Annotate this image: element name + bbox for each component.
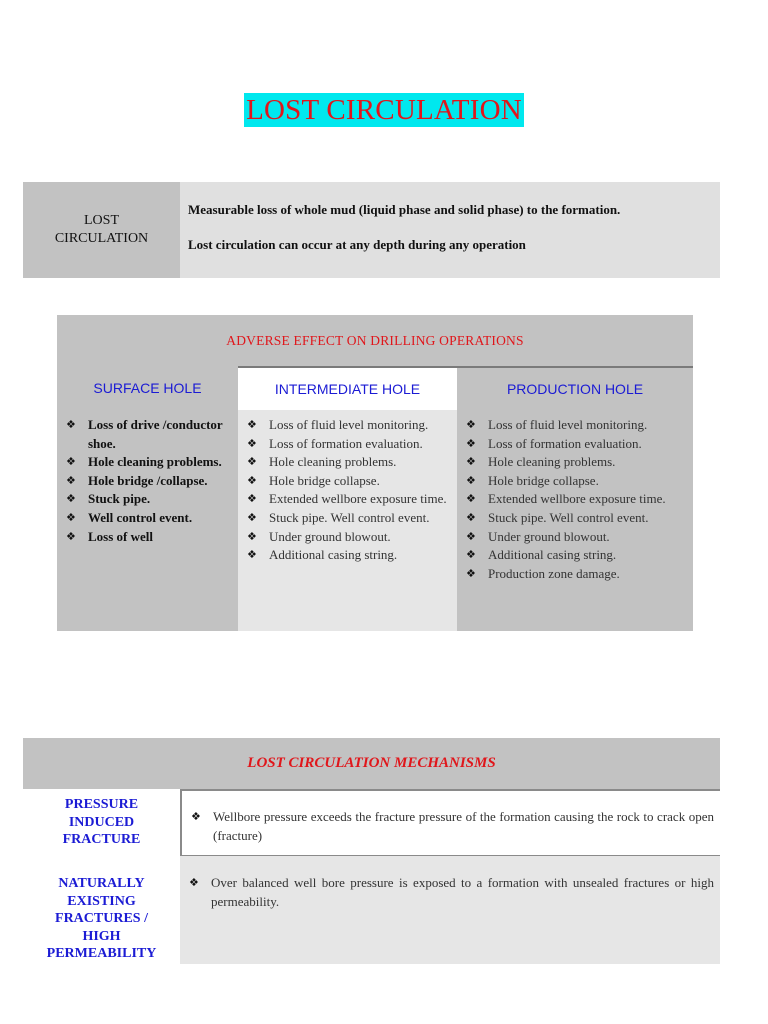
list-item: ❖ Hole cleaning problems. (464, 453, 689, 472)
surface-hole-column (57, 366, 238, 631)
surface-hole-list (57, 416, 238, 546)
mechanism-description (180, 856, 720, 964)
definition-text (188, 201, 712, 254)
mechanism-label-line: PERMEABILITY (46, 946, 157, 961)
definition-line-2: Lost circulation can occur at any depth during any operation (188, 237, 526, 252)
mechanism-label-line: NATURALLY (58, 876, 145, 891)
production-hole-column (457, 366, 693, 631)
list-item: ❖ Loss of fluid level monitoring. (245, 416, 453, 435)
list-item: ❖ Well control event. (64, 509, 234, 528)
list-item: ❖ Stuck pipe. (64, 490, 234, 509)
list-item: ❖ Extended wellbore exposure time. (245, 490, 453, 509)
list-item: ❖ Hole bridge /collapse. (64, 472, 234, 491)
production-hole-list (457, 416, 693, 583)
mechanism-label-line: EXISTING (67, 893, 136, 909)
list-item: ❖ Loss of fluid level monitoring. (464, 416, 689, 435)
list-item: ❖ Stuck pipe. Well control event. (245, 509, 453, 528)
adverse-effects-title: ADVERSE EFFECT ON DRILLING OPERATIONS (226, 333, 524, 348)
list-item: ❖ Hole cleaning problems. (245, 453, 453, 472)
page-title: LOST CIRCULATION (246, 94, 522, 126)
definition-label (23, 182, 180, 278)
list-item: ❖ Under ground blowout. (245, 528, 453, 547)
list-item: ❖ Over balanced well bore pressure is exposed to a formation with unsealed fractures or high permeability. (187, 874, 714, 911)
surface-hole-heading: SURFACE HOLE (93, 380, 202, 396)
definition-section (23, 182, 720, 278)
mechanism-label-line: FRACTURES / (55, 911, 148, 926)
list-item: ❖ Loss of formation evaluation. (464, 435, 689, 454)
mechanism-label-line: FRACTURE (62, 832, 141, 848)
list-item: ❖ Wellbore pressure exceeds the fracture pressure of the formation causing the rock to crack open (fracture) (189, 808, 714, 845)
intermediate-hole-column (238, 366, 457, 631)
mechanism-label-line: HIGH (82, 928, 121, 944)
list-item: ❖ Under ground blowout. (464, 528, 689, 547)
mechanisms-title: LOST CIRCULATION MECHANISMS (247, 755, 496, 771)
mechanism-list (182, 808, 720, 845)
list-item: ❖ Hole bridge collapse. (245, 472, 453, 491)
list-item: ❖ Additional casing string. (464, 546, 689, 565)
list-item: ❖ Hole cleaning problems. (64, 453, 234, 472)
mechanism-label-line: PRESSURE (64, 797, 139, 813)
mechanism-list (180, 874, 720, 911)
list-item: ❖ Loss of drive /conductor shoe. (64, 416, 234, 453)
page-title-wrap (0, 93, 768, 127)
mechanism-row (23, 856, 720, 964)
mechanism-label-line: INDUCED (68, 814, 135, 830)
intermediate-hole-list (238, 416, 457, 565)
list-item: ❖ Hole bridge collapse. (464, 472, 689, 491)
mechanisms-section (23, 738, 720, 964)
mechanism-label (23, 856, 180, 964)
production-hole-heading: PRODUCTION HOLE (506, 381, 644, 397)
mechanism-description (180, 789, 720, 856)
list-item: ❖ Loss of well (64, 528, 234, 547)
list-item: ❖ Extended wellbore exposure time. (464, 490, 689, 509)
mechanism-row (23, 789, 720, 856)
definition-label-line2: CIRCULATION (54, 231, 149, 246)
definition-line-1: Measurable loss of whole mud (liquid phase and solid phase) to the formation. (188, 202, 621, 217)
definition-label-line1: LOST (84, 213, 119, 228)
list-item: ❖ Additional casing string. (245, 546, 453, 565)
mechanism-label (23, 789, 180, 856)
adverse-effects-section (57, 315, 693, 631)
list-item: ❖ Loss of formation evaluation. (245, 435, 453, 454)
list-item: ❖ Production zone damage. (464, 565, 689, 584)
intermediate-hole-heading: INTERMEDIATE HOLE (238, 368, 457, 410)
list-item: ❖ Stuck pipe. Well control event. (464, 509, 689, 528)
